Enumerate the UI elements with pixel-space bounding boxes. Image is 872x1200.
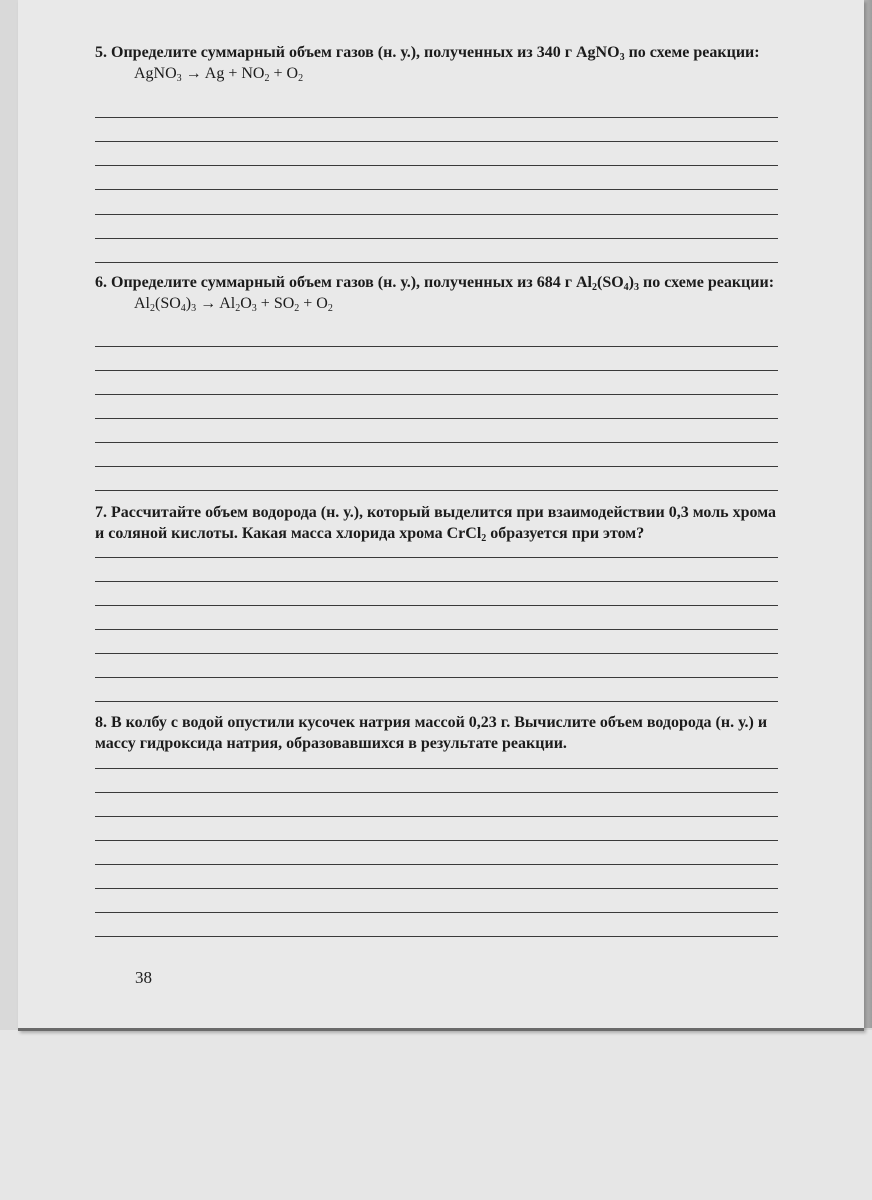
question-text: (SO bbox=[597, 274, 624, 291]
task-5 bbox=[95, 42, 778, 84]
answer-line bbox=[95, 701, 778, 702]
question-text: В колбу с водой опустили кусочек натрия массой 0,23 г. Вычислите объем водорода (н. у.) и массу гидроксида натрия, образовавшихся в результате реакции. bbox=[95, 714, 768, 752]
answer-line bbox=[95, 629, 778, 630]
answer-line bbox=[95, 768, 778, 769]
reaction-equation bbox=[134, 293, 778, 314]
eq-sub: 2 bbox=[298, 73, 304, 84]
answer-line bbox=[95, 370, 778, 371]
answer-line bbox=[95, 165, 778, 166]
subscript: 2 bbox=[481, 533, 487, 544]
answer-line bbox=[95, 792, 778, 793]
eq-sub: 3 bbox=[176, 73, 182, 84]
eq-sub: 2 bbox=[150, 303, 155, 314]
task-number: 7. bbox=[95, 504, 107, 521]
task-8-question bbox=[95, 712, 778, 754]
answer-line bbox=[95, 117, 778, 118]
question-text: Определите суммарный объем газов (н. у.), полученных из 340 г AgNO bbox=[111, 44, 620, 61]
page-number: 38 bbox=[135, 968, 152, 987]
reaction-arrow: → bbox=[181, 65, 205, 82]
question-tail: образуется при этом? bbox=[486, 525, 645, 542]
eq-sub: 2 bbox=[327, 303, 333, 314]
eq-part: (SO bbox=[155, 295, 181, 312]
answer-line bbox=[95, 238, 778, 239]
answer-line bbox=[95, 936, 778, 937]
answer-line bbox=[95, 466, 778, 467]
answer-line bbox=[95, 418, 778, 419]
answer-line bbox=[95, 677, 778, 678]
task-7 bbox=[95, 502, 778, 544]
eq-part: Al bbox=[134, 295, 150, 312]
eq-sub: 4 bbox=[180, 303, 186, 314]
answer-line bbox=[95, 605, 778, 606]
question-text: Рассчитайте объем водорода (н. у.), который выделится при взаимодействии 0,3 моль хрома и соляной кислоты. Какая масса хлорида хрома CrCl bbox=[95, 504, 777, 542]
reaction-equation bbox=[134, 63, 778, 84]
reaction-arrow: → bbox=[196, 295, 220, 312]
answer-line bbox=[95, 346, 778, 347]
task-6 bbox=[95, 272, 778, 314]
answer-line bbox=[95, 394, 778, 395]
question-text: ) bbox=[628, 274, 634, 291]
eq-part: + O bbox=[269, 65, 299, 82]
scan-background bbox=[0, 1030, 872, 1200]
task-number: 5. bbox=[95, 44, 107, 61]
task-8 bbox=[95, 712, 778, 754]
answer-line bbox=[95, 490, 778, 491]
eq-part: AgNO bbox=[134, 65, 177, 82]
eq-sub: 2 bbox=[264, 73, 270, 84]
eq-sub: 2 bbox=[235, 303, 241, 314]
eq-part: O bbox=[240, 295, 252, 312]
eq-part: Ag + NO bbox=[204, 65, 265, 82]
answer-line bbox=[95, 189, 778, 190]
answer-line bbox=[95, 912, 778, 913]
eq-sub: 3 bbox=[191, 303, 197, 314]
answer-line bbox=[95, 442, 778, 443]
answer-line bbox=[95, 141, 778, 142]
question-tail: по схеме реакции: bbox=[624, 44, 760, 61]
answer-line bbox=[95, 262, 778, 263]
subscript: 3 bbox=[634, 282, 639, 293]
question-tail: по схеме реакции: bbox=[639, 274, 775, 291]
task-7-question bbox=[95, 502, 778, 544]
answer-line bbox=[95, 581, 778, 582]
task-number: 6. bbox=[95, 274, 107, 291]
eq-part: + O bbox=[299, 295, 328, 312]
answer-line bbox=[95, 214, 778, 215]
task-6-question bbox=[95, 272, 778, 293]
subscript: 2 bbox=[592, 282, 597, 293]
subscript: 3 bbox=[619, 52, 625, 63]
answer-line bbox=[95, 888, 778, 889]
answer-line bbox=[95, 864, 778, 865]
answer-line bbox=[95, 840, 778, 841]
eq-sub: 2 bbox=[294, 303, 300, 314]
eq-sub: 3 bbox=[251, 303, 257, 314]
subscript: 4 bbox=[623, 282, 629, 293]
answer-line bbox=[95, 557, 778, 558]
eq-part: Al bbox=[219, 295, 236, 312]
workbook-page bbox=[18, 0, 864, 1031]
task-5-question bbox=[95, 42, 778, 63]
question-text: Определите суммарный объем газов (н. у.), полученных из 684 г Al bbox=[111, 274, 592, 291]
answer-line bbox=[95, 816, 778, 817]
answer-line bbox=[95, 653, 778, 654]
eq-part: + SO bbox=[256, 295, 295, 312]
task-number: 8. bbox=[95, 714, 107, 731]
eq-part: ) bbox=[185, 295, 192, 312]
